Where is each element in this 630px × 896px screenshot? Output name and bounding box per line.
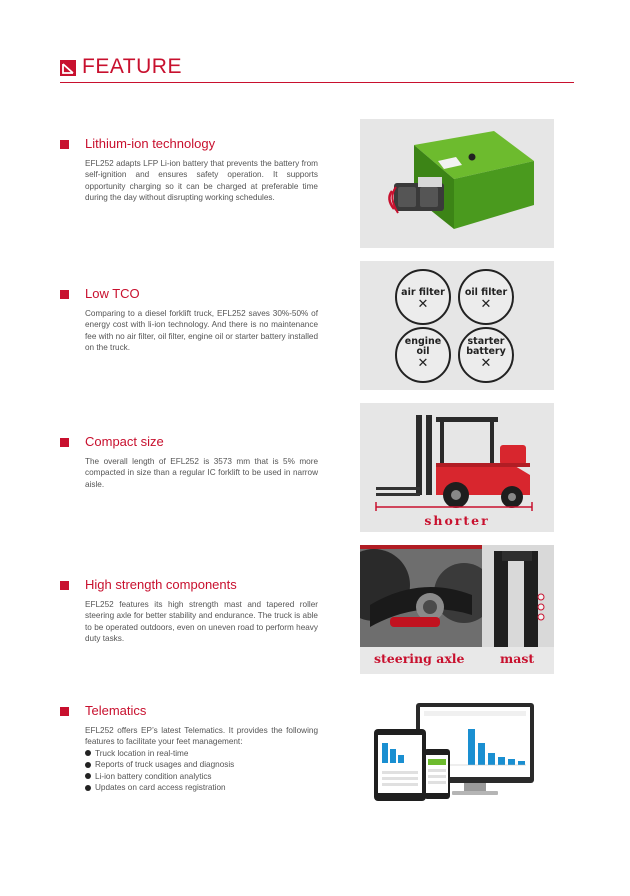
air-filter-badge: air filter ✕ [395, 269, 451, 325]
telematics-devices-image [360, 687, 554, 816]
cross-icon: ✕ [480, 297, 492, 312]
header-divider [60, 82, 574, 83]
section-bullet [60, 140, 69, 149]
steering-axle-label: steering axle [374, 651, 465, 666]
section-high-strength [60, 577, 322, 647]
section-lithium-ion [60, 136, 322, 226]
shorter-label: shorter [424, 513, 490, 528]
engine-oil-badge: engine oil ✕ [395, 327, 451, 383]
ep-logo-icon [60, 60, 76, 76]
page-title: FEATURE [82, 55, 182, 78]
section-bullet [60, 290, 69, 299]
section-body: EFL252 features its high strength mast and tapered roller steering axle for better stability and endurance. The truck is able to be operated outdoors, even on uneven road to perform heavy duty tasks. [85, 600, 318, 644]
list-item: Truck location in real-time [85, 748, 318, 759]
page-header [60, 55, 574, 84]
forklift-illustration [360, 403, 554, 511]
battery-image [360, 119, 554, 248]
list-item: Reports of truck usages and diagnosis [85, 759, 318, 770]
section-title: Low TCO [85, 286, 140, 301]
components-image [360, 545, 554, 674]
section-bullet [60, 438, 69, 447]
cross-icon: ✕ [417, 297, 429, 312]
section-telematics [60, 703, 322, 803]
oil-filter-badge: oil filter ✕ [458, 269, 514, 325]
forklift-image [360, 403, 554, 532]
starter-battery-badge: starter battery ✕ [458, 327, 514, 383]
feature-list [85, 748, 318, 794]
section-bullet [60, 707, 69, 716]
no-maintenance-image [360, 261, 554, 390]
battery-illustration [384, 127, 534, 239]
cross-icon: ✕ [417, 356, 429, 371]
mast-label: mast [500, 651, 535, 666]
section-body: EFL252 adapts LFP Li-ion battery that prevents the battery from self-ignition and ensures safety operation. It supports opportunity charging so it can be charged at preferable time during the day without disrupting working schedules. [85, 159, 318, 203]
section-title: Lithium-ion technology [85, 136, 216, 151]
components-illustration [360, 545, 554, 647]
section-low-tco [60, 286, 322, 356]
section-body [85, 725, 318, 793]
section-body: Comparing to a diesel forklift truck, EFL252 saves 30%-50% of energy cost with li-ion technology. And there is no maintenance fee with no air filter, oil filter, engine oil or starter battery installed on the truck. [85, 309, 318, 353]
section-title: Telematics [85, 703, 147, 718]
section-body: The overall length of EFL252 is 3573 mm that is 5% more compacted in size than a regular IC forklift to be used in narrow aisle. [85, 457, 318, 489]
cross-icon: ✕ [480, 356, 492, 371]
section-intro: EFL252 offers EP’s latest Telematics. It provides the following features to facilitate your feet management: [85, 726, 318, 747]
section-compact-size [60, 434, 322, 494]
section-bullet [60, 581, 69, 590]
section-title: Compact size [85, 434, 164, 449]
list-item: Li-ion battery condition analytics [85, 771, 318, 782]
section-title: High strength components [85, 577, 237, 592]
list-item: Updates on card access registration [85, 782, 318, 793]
devices-illustration [360, 687, 554, 816]
